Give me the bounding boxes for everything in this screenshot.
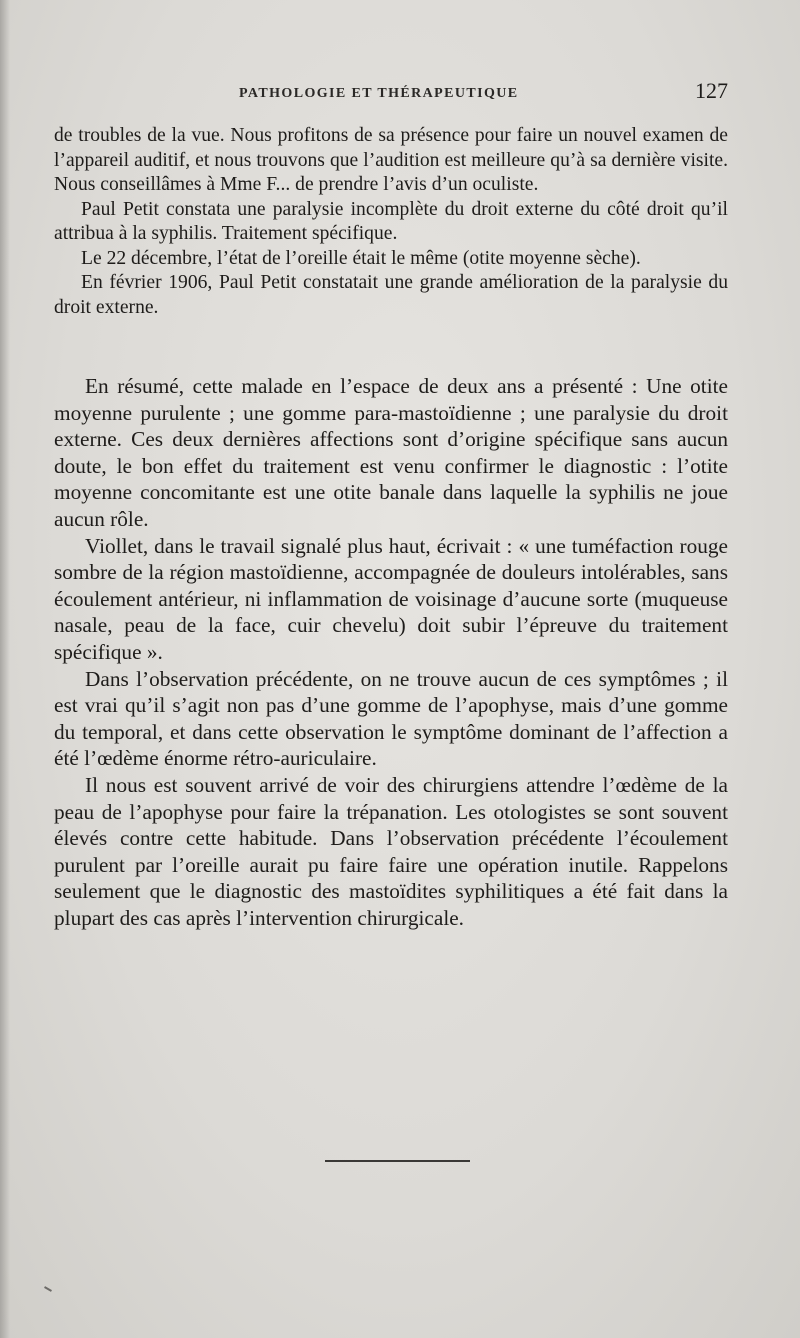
paragraph: En résumé, cette malade en l’espace de deux ans a présenté : Une otite moyenne purulente ; une gomme para-mastoïdienne ; une paralysie du droit externe. Ces deux dernières affections sont d’origine spécifique sans aucun doute, le bon effet du traitement est venu confirmer le diagnostic : l’otite moyenne concomitante est une otite banale dans laquelle la syphilis ne joue aucun rôle. bbox=[54, 374, 728, 531]
paragraph: de troubles de la vue. Nous profitons de sa présence pour faire un nouvel examen de l’appareil auditif, et nous trouvons que l’audition est meilleure qu’à sa dernière visite. Nous conseillâmes à Mme F... de prendre l’avis d’un oculiste. bbox=[54, 125, 728, 195]
paragraph: Dans l’observation précédente, on ne trouve aucun de ces symptômes ; il est vrai qu’il s’agit non pas d’une gomme de l’apophyse, mais d’une gomme du temporal, et dans cette observation le symptôme dominant de l’affection a été l’œdème énorme rétro-auriculaire. bbox=[54, 666, 728, 771]
observation-text bbox=[54, 124, 728, 320]
running-header bbox=[54, 78, 728, 108]
running-title: PATHOLOGIE ET THÉRAPEUTIQUE bbox=[239, 86, 519, 101]
paragraph: Le 22 décembre, l’état de l’oreille était le même (otite moyenne sèche). bbox=[81, 247, 641, 269]
print-speck bbox=[44, 1286, 52, 1292]
paragraph: En février 1906, Paul Petit constatait une grande amélioration de la paralysie du droit externe. bbox=[54, 272, 728, 318]
page-edge-shadow bbox=[0, 0, 10, 1338]
summary-text bbox=[54, 373, 728, 931]
paragraph: Viollet, dans le travail signalé plus haut, écrivait : « une tuméfaction rouge sombre de la région mastoïdienne, accompagnée de douleurs intolérables, sans écoulement antérieur, ni inflammation de voisinage d’aucune sorte (muqueuse nasale, peau de la face, cuir chevelu) doit subir l’épreuve du traitement spécifique ». bbox=[54, 533, 728, 664]
page-number: 127 bbox=[695, 78, 728, 103]
section-end-rule bbox=[325, 1160, 470, 1162]
paragraph: Paul Petit constata une paralysie incomplète du droit externe du côté droit qu’il attribua à la syphilis. Traitement spécifique. bbox=[54, 198, 728, 244]
paragraph: Il nous est souvent arrivé de voir des chirurgiens attendre l’œdème de la peau de l’apophyse pour faire la trépanation. Les otologistes se sont souvent élevés contre cette habitude. Dans l’observation précédente l’écoulement purulent par l’oreille aurait pu faire faire une opération inutile. Rappelons seulement que le diagnostic des mastoïdites syphilitiques a été fait dans la plupart des cas après l’intervention chirurgicale. bbox=[54, 772, 728, 930]
